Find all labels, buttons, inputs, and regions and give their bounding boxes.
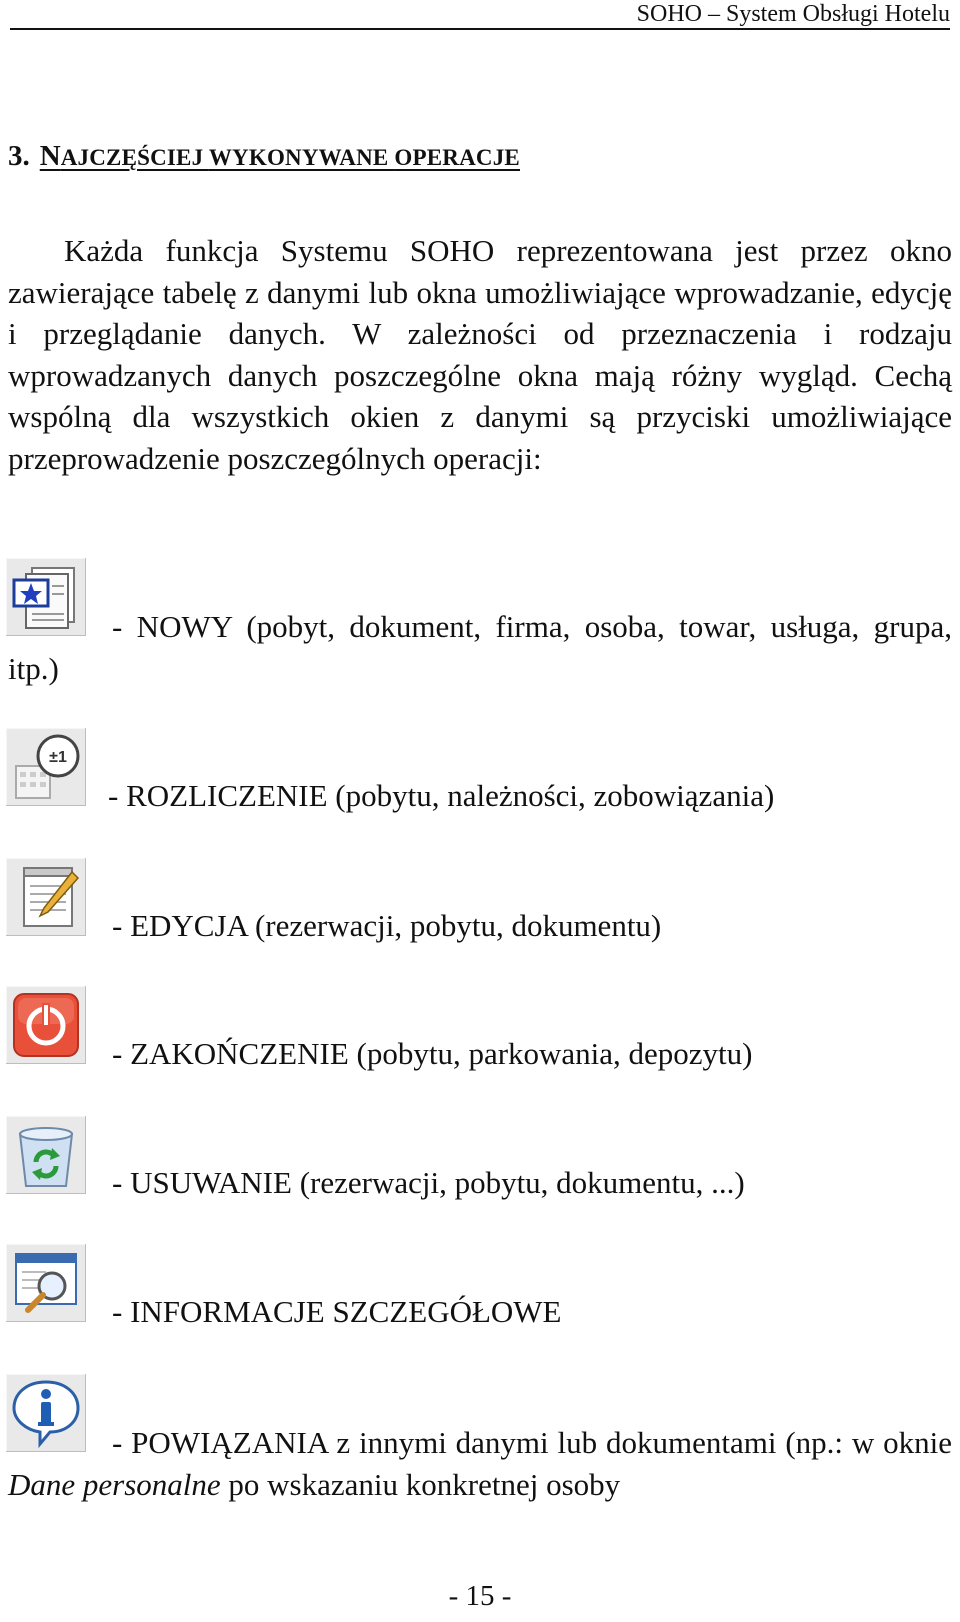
section-title (40, 140, 520, 172)
recycle-bin-icon[interactable] (6, 1116, 86, 1194)
section-number: 3. (8, 140, 30, 172)
svg-text:±1: ±1 (49, 749, 67, 766)
operation-text: - NOWY (pobyt, dokument, firma, osoba, towar, usługa, grupa, itp.) (8, 609, 952, 686)
edit-notepad-icon[interactable] (6, 858, 86, 936)
page-header (0, 0, 960, 30)
header-title: SOHO – System Obsługi Hotelu (636, 1, 950, 27)
section-title-part: OPERACJE (394, 145, 520, 170)
section-title-part: AJCZĘŚCIEJ (60, 145, 209, 170)
operation-finish: - ZAKOŃCZENIE (pobytu, parkowania, depozytu) (112, 1036, 753, 1071)
header-rule (10, 28, 950, 30)
operation-settlement: - ROZLICZENIE (pobytu, należności, zobowiązania) (108, 778, 775, 813)
operation-text: - POWIĄZANIA z innymi danymi lub dokumentami (np.: w oknie (112, 1425, 952, 1460)
intro-paragraph: Każda funkcja Systemu SOHO reprezentowana jest przez okno zawierające tabelę z danymi lub okna umożliwiające wprowadzanie, edycję i przeglądanie danych. W zależności od przeznaczenia i rodzaju wprowadzanych danych poszczególne okna mają różny wygląd. Cechą wspólną dla wszystkich okien z danymi są przyciski umożliwiające przeprowadzenie poszczególnych operacji: (8, 233, 952, 476)
section-heading (8, 136, 520, 178)
section-title-part: WYKONYWANE (208, 145, 395, 170)
page-number: - 15 - (448, 1580, 512, 1612)
operation-relations (8, 1422, 952, 1505)
settlement-calculator-icon[interactable] (6, 728, 86, 806)
section-title-part: N (39, 140, 61, 172)
operation-text: po wskazaniu konkretnej osoby (220, 1466, 621, 1502)
magnifier-details-icon[interactable] (6, 1244, 86, 1322)
operation-delete: - USUWANIE (rezerwacji, pobytu, dokumentu, ...) (112, 1165, 745, 1200)
operation-edit: - EDYCJA (rezerwacji, pobytu, dokumentu) (112, 908, 662, 943)
operation-new (8, 606, 952, 689)
window-name: Dane personalne (8, 1466, 221, 1502)
power-off-icon[interactable] (6, 986, 86, 1064)
operation-details: - INFORMACJE SZCZEGÓŁOWE (112, 1294, 562, 1329)
